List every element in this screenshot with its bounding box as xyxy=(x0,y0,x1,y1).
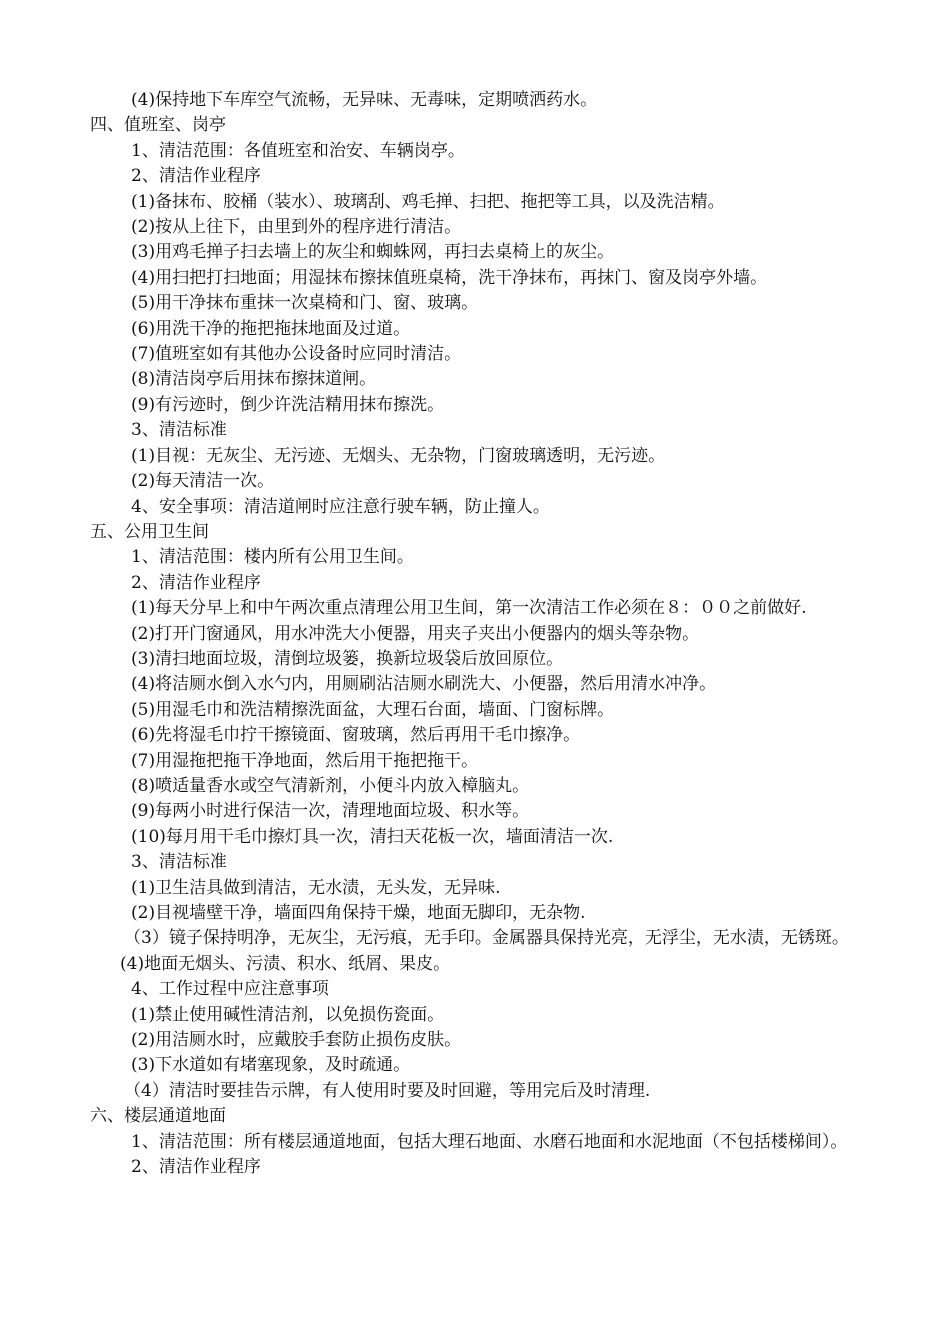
text-line: (2)每天清洁一次。 xyxy=(131,471,275,492)
text-line: (7)值班室如有其他办公设备时应同时清洁。 xyxy=(131,344,462,365)
section-heading: 六、楼层通道地面 xyxy=(90,1106,226,1127)
text-line: （3）镜子保持明净，无灰尘，无污痕，无手印。金属器具保持光亮，无浮尘，无水渍，无锈斑。 xyxy=(124,928,849,949)
text-line: (9)每两小时进行保洁一次，清理地面垃圾、积水等。 xyxy=(131,801,530,822)
text-line: (1)卫生洁具做到清洁，无水渍，无头发，无异味. xyxy=(131,877,501,898)
subheading: 3、清洁标准 xyxy=(131,420,227,441)
text-line: (6)用洗干净的拖把拖抹地面及过道。 xyxy=(131,318,411,339)
text-line: (5)用湿毛巾和洗洁精擦洗面盆，大理石台面，墙面、门窗标牌。 xyxy=(131,699,615,720)
subheading: 4、工作过程中应注意事项 xyxy=(131,979,329,1000)
text-line: (2)打开门窗通风，用水冲洗大小便器，用夹子夹出小便器内的烟头等杂物。 xyxy=(131,623,700,644)
text-line: (8)喷适量香水或空气清新剂，小便斗内放入樟脑丸。 xyxy=(131,775,530,796)
text-line: (4)将洁厕水倒入水勺内，用厕刷沾洁厕水刷洗大、小便器，然后用清水冲净。 xyxy=(131,674,717,695)
text-line: （4）清洁时要挂告示牌，有人使用时要及时回避，等用完后及时清理. xyxy=(124,1080,651,1101)
subheading: 2、清洁作业程序 xyxy=(131,166,261,187)
text-line: (7)用湿拖把拖干净地面，然后用干拖把拖干。 xyxy=(131,750,479,771)
text-line: (3)用鸡毛掸子扫去墙上的灰尘和蜘蛛网，再扫去桌椅上的灰尘。 xyxy=(131,242,615,263)
text-line: (8)清洁岗亭后用抹布擦抹道闸。 xyxy=(131,369,377,390)
subheading: 3、清洁标准 xyxy=(131,852,227,873)
subheading: 2、清洁作业程序 xyxy=(131,1157,261,1178)
text-line: (1)备抹布、胶桶（装水）、玻璃刮、鸡毛掸、扫把、拖把等工具，以及洗洁精。 xyxy=(131,191,725,212)
text-line: 1、清洁范围：各值班室和治安、车辆岗亭。 xyxy=(131,140,465,161)
text-line: (4)地面无烟头、污渍、积水、纸屑、果皮。 xyxy=(120,953,451,974)
text-line: (1)每天分早上和中午两次重点清理公用卫生间，第一次清洁工作必须在８：００之前做好. xyxy=(131,598,807,619)
text-line: (2)用洁厕水时，应戴胶手套防止损伤皮肤。 xyxy=(131,1030,462,1051)
text-line: (2)目视墙壁干净，墙面四角保持干燥，地面无脚印，无杂物. xyxy=(131,903,586,923)
text-line: (5)用干净抹布重抹一次桌椅和门、窗、玻璃。 xyxy=(131,293,479,314)
text-line: (3)清扫地面垃圾，清倒垃圾篓，换新垃圾袋后放回原位。 xyxy=(131,648,564,669)
text-line: 1、清洁范围：楼内所有公用卫生间。 xyxy=(131,547,414,568)
text-line: (4)用扫把打扫地面；用湿抹布擦抹值班桌椅，洗干净抹布，再抹门、窗及岗亭外墙。 xyxy=(131,267,768,288)
subheading: 2、清洁作业程序 xyxy=(131,572,261,593)
text-line: (3)下水道如有堵塞现象，及时疏通。 xyxy=(131,1055,411,1076)
document-body xyxy=(90,88,865,1180)
section-heading: 五、公用卫生间 xyxy=(90,521,209,542)
text-line: (2)按从上往下，由里到外的程序进行清洁。 xyxy=(131,217,462,238)
text-line: (1)禁止使用碱性清洁剂，以免损伤瓷面。 xyxy=(131,1004,445,1025)
text-line: (4)保持地下车库空气流畅，无异味、无毒味，定期喷洒药水。 xyxy=(131,90,598,110)
text-line: (10)每月用干毛巾擦灯具一次，清扫天花板一次，墙面清洁一次. xyxy=(131,826,614,847)
text-line: (6)先将湿毛巾拧干擦镜面、窗玻璃，然后再用干毛巾擦净。 xyxy=(131,725,581,746)
text-line: (1)目视：无灰尘、无污迹、无烟头、无杂物，门窗玻璃透明，无污迹。 xyxy=(131,445,666,466)
text-line: 4、安全事项：清洁道闸时应注意行驶车辆，防止撞人。 xyxy=(131,496,550,517)
section-heading: 四、值班室、岗亭 xyxy=(90,115,226,136)
text-line: (9)有污迹时，倒少许洗洁精用抹布擦洗。 xyxy=(131,394,445,415)
text-line: 1、清洁范围：所有楼层通道地面，包括大理石地面、水磨石地面和水泥地面（不包括楼梯间）。 xyxy=(131,1131,848,1152)
